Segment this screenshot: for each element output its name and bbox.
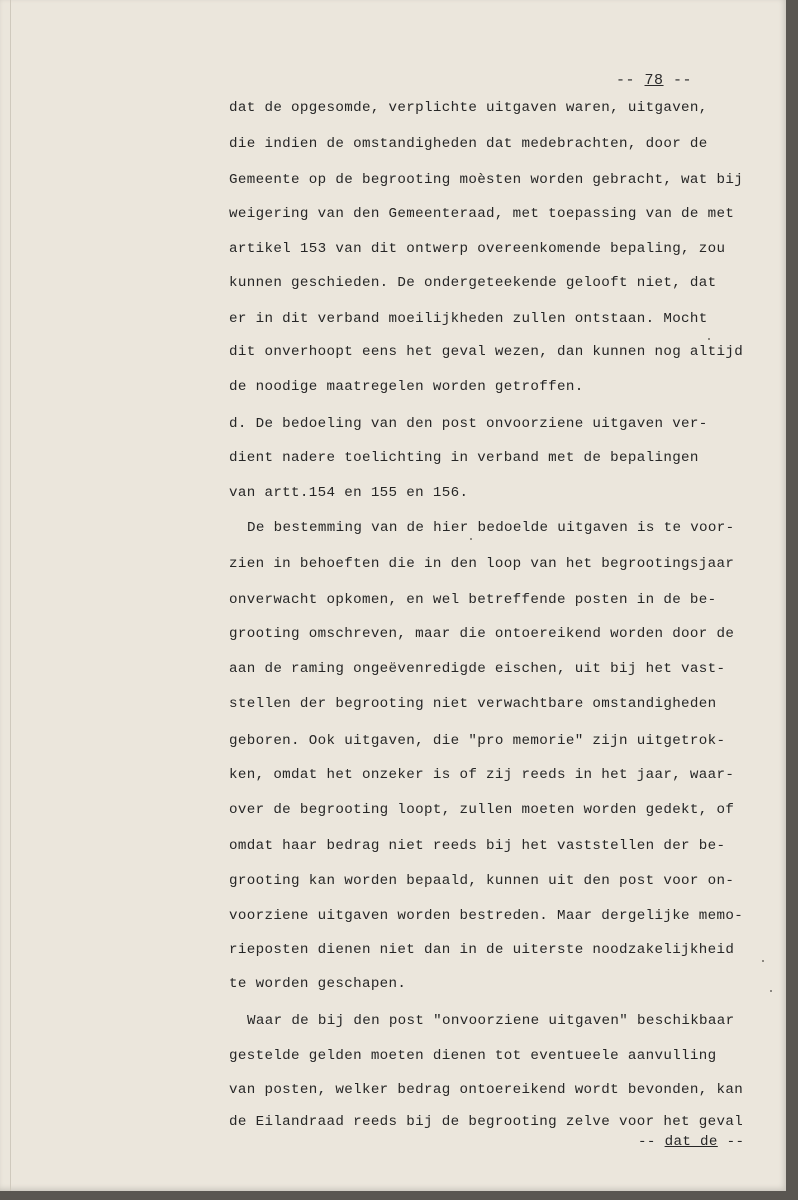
text-line: kunnen geschieden. De ondergeteekende gelooft niet, dat bbox=[229, 275, 717, 291]
text-line: dit onverhoopt eens het geval wezen, dan kunnen nog altijd bbox=[229, 344, 744, 360]
text-line: d. De bedoeling van den post onvoorziene uitgaven ver- bbox=[229, 416, 708, 432]
text-line: dat de opgesomde, verplichte uitgaven waren, uitgaven, bbox=[229, 100, 708, 116]
text-line: zien in behoeften die in den loop van het begrootingsjaar bbox=[229, 556, 735, 572]
text-line: voorziene uitgaven worden bestreden. Maar dergelijke memo- bbox=[229, 908, 744, 924]
text-line: rieposten dienen niet dan in de uiterste noodzakelijkheid bbox=[229, 942, 735, 958]
text-line: geboren. Ook uitgaven, die "pro memorie" zijn uitgetrok- bbox=[229, 733, 726, 749]
text-line: van artt.154 en 155 en 156. bbox=[229, 485, 469, 501]
ink-speck bbox=[762, 960, 764, 962]
catchword-suffix: -- bbox=[717, 1134, 745, 1150]
text-line: ken, omdat het onzeker is of zij reeds in het jaar, waar- bbox=[229, 767, 735, 783]
text-line: te worden geschapen. bbox=[229, 976, 407, 992]
text-line: weigering van den Gemeenteraad, met toepassing van de met bbox=[229, 206, 735, 222]
text-line: De bestemming van de hier bedoelde uitgaven is te voor- bbox=[247, 520, 735, 536]
catchword-text: dat de bbox=[664, 1134, 718, 1150]
text-line: Waar de bij den post "onvoorziene uitgaven" beschikbaar bbox=[247, 1013, 735, 1029]
text-line: omdat haar bedrag niet reeds bij het vaststellen der be- bbox=[229, 838, 726, 854]
text-line: stellen der begrooting niet verwachtbare omstandigheden bbox=[229, 696, 717, 712]
page-number-value: 78 bbox=[644, 72, 664, 89]
text-line: artikel 153 van dit ontwerp overeenkomende bepaling, zou bbox=[229, 241, 726, 257]
ink-speck bbox=[770, 990, 772, 992]
text-line: over de begrooting loopt, zullen moeten worden gedekt, of bbox=[229, 802, 735, 818]
text-line: er in dit verband moeilijkheden zullen ontstaan. Mocht bbox=[229, 311, 708, 327]
text-line: de noodige maatregelen worden getroffen. bbox=[229, 379, 584, 395]
page-edge-line bbox=[10, 0, 11, 1191]
text-line: Gemeente op de begrooting moèsten worden gebracht, wat bij bbox=[229, 172, 744, 188]
text-line: de Eilandraad reeds bij de begrooting zelve voor het geval bbox=[229, 1114, 744, 1130]
text-line: gestelde gelden moeten dienen tot eventueele aanvulling bbox=[229, 1048, 717, 1064]
text-line: van posten, welker bedrag ontoereikend wordt bevonden, kan bbox=[229, 1082, 744, 1098]
text-line: dient nadere toelichting in verband met de bepalingen bbox=[229, 450, 699, 466]
catchword bbox=[638, 1134, 744, 1150]
page-number bbox=[616, 72, 692, 89]
text-line: grooting kan worden bepaald, kunnen uit den post voor on- bbox=[229, 873, 735, 889]
text-line: onverwacht opkomen, en wel betreffende posten in de be- bbox=[229, 592, 717, 608]
catchword-prefix: -- bbox=[638, 1134, 665, 1150]
page-number-suffix: -- bbox=[663, 72, 693, 89]
page-number-prefix: -- bbox=[616, 72, 645, 89]
text-line: die indien de omstandigheden dat medebrachten, door de bbox=[229, 136, 708, 152]
ink-speck bbox=[708, 338, 710, 340]
ink-speck bbox=[470, 538, 472, 540]
text-line: grooting omschreven, maar die ontoereikend worden door de bbox=[229, 626, 735, 642]
text-line: aan de raming ongeëvenredigde eischen, uit bij het vast- bbox=[229, 661, 726, 677]
